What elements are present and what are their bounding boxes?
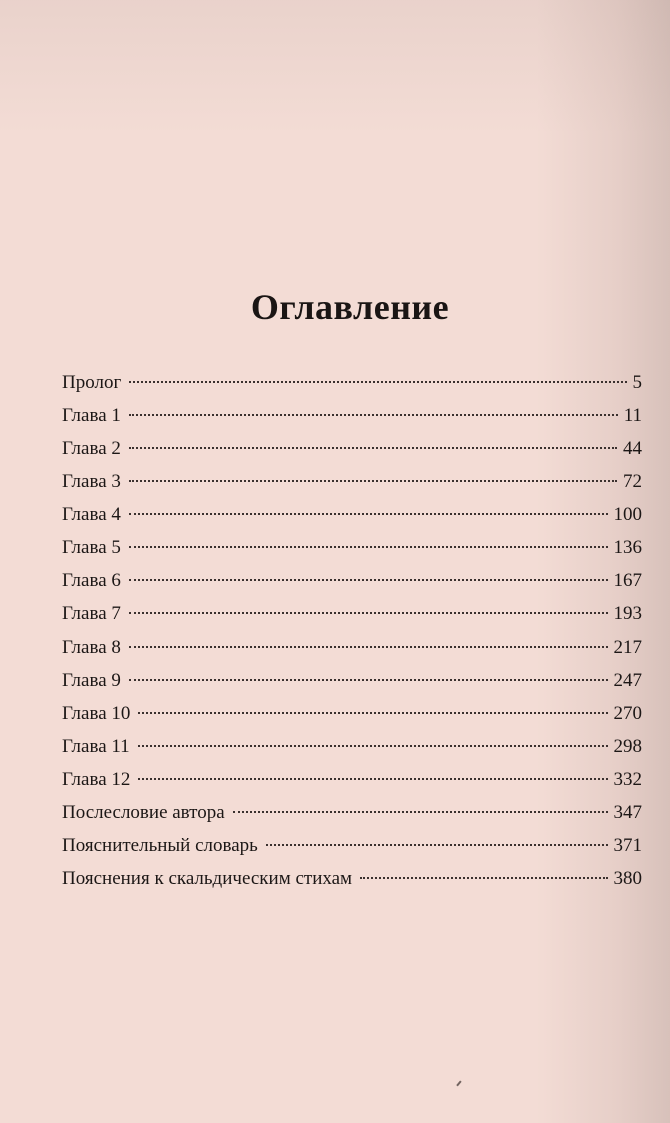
toc-entry-prologue	[62, 366, 642, 399]
dot-leader	[129, 381, 626, 383]
toc-entry-label: Глава 9	[62, 669, 121, 691]
toc-entry-label: Послесловие автора	[62, 801, 225, 823]
dot-leader	[129, 679, 608, 681]
dot-leader	[138, 712, 607, 714]
toc-entry-label: Глава 10	[62, 702, 131, 724]
toc-entry-chapter-12	[62, 763, 642, 796]
toc-entry-label: Глава 3	[62, 471, 121, 493]
toc-entry-label: Глава 6	[62, 570, 121, 592]
toc-entry-chapter-7	[62, 597, 642, 630]
toc-entry-chapter-5	[62, 531, 642, 564]
toc-entry-chapter-2	[62, 432, 642, 465]
dot-leader	[129, 646, 608, 648]
toc-entry-page-number: 298	[613, 735, 642, 757]
toc-entry-label: Пролог	[62, 372, 122, 393]
toc-entry-label: Глава 12	[62, 768, 131, 790]
toc-entry-label: Глава 2	[62, 438, 121, 460]
dot-leader	[129, 414, 618, 416]
toc-entry-chapter-11	[62, 730, 642, 763]
dot-leader	[360, 877, 607, 879]
toc-entry-chapter-9	[62, 664, 642, 697]
dot-leader	[129, 579, 608, 581]
toc-entry-label: Глава 5	[62, 537, 121, 559]
toc-entry-chapter-8	[62, 631, 642, 664]
toc-entry-page-number: 217	[613, 636, 642, 658]
toc-entry-chapter-10	[62, 697, 642, 730]
toc-entry-afterword	[62, 796, 642, 829]
toc-entry-page-number: 270	[613, 702, 642, 724]
ink-mark	[456, 1080, 468, 1091]
toc-entry-page-number: 332	[613, 768, 642, 790]
dot-leader	[129, 513, 608, 515]
toc-entry-page-number: 380	[613, 867, 642, 889]
dot-leader	[138, 778, 607, 780]
toc-entry-label: Пояснительный словарь	[62, 834, 258, 856]
toc-entry-page-number: 167	[613, 570, 642, 592]
toc-entry-glossary	[62, 829, 642, 862]
table-of-contents	[62, 366, 642, 895]
toc-entry-page-number: 72	[623, 471, 642, 493]
dot-leader	[266, 844, 608, 846]
toc-entry-label: Глава 1	[62, 405, 121, 427]
toc-entry-page-number: 193	[613, 603, 642, 625]
toc-entry-page-number: 347	[613, 801, 642, 823]
toc-entry-skaldic-notes	[62, 862, 642, 895]
toc-entry-chapter-6	[62, 564, 642, 597]
toc-entry-label: Глава 7	[62, 603, 121, 625]
dot-leader	[233, 811, 608, 813]
toc-entry-chapter-4	[62, 498, 642, 531]
toc-entry-page-number: 11	[623, 405, 642, 427]
dot-leader	[138, 745, 608, 747]
toc-entry-chapter-3	[62, 465, 642, 498]
toc-entry-page-number: 44	[623, 438, 642, 460]
toc-entry-page-number: 136	[613, 537, 642, 559]
dot-leader	[129, 612, 608, 614]
toc-entry-page-number: 5	[632, 372, 642, 393]
dot-leader	[129, 546, 608, 548]
toc-entry-label: Пояснения к скальдическим стихам	[62, 867, 353, 889]
dot-leader	[129, 480, 617, 482]
page-title: Оглавление	[250, 287, 450, 328]
toc-entry-label: Глава 4	[62, 504, 121, 526]
toc-entry-page-number: 371	[613, 834, 642, 856]
toc-entry-page-number: 100	[613, 504, 642, 526]
toc-entry-page-number: 247	[613, 669, 642, 691]
dot-leader	[129, 447, 617, 449]
toc-entry-label: Глава 11	[62, 735, 130, 757]
toc-entry-chapter-1	[62, 399, 642, 432]
toc-entry-label: Глава 8	[62, 636, 121, 658]
